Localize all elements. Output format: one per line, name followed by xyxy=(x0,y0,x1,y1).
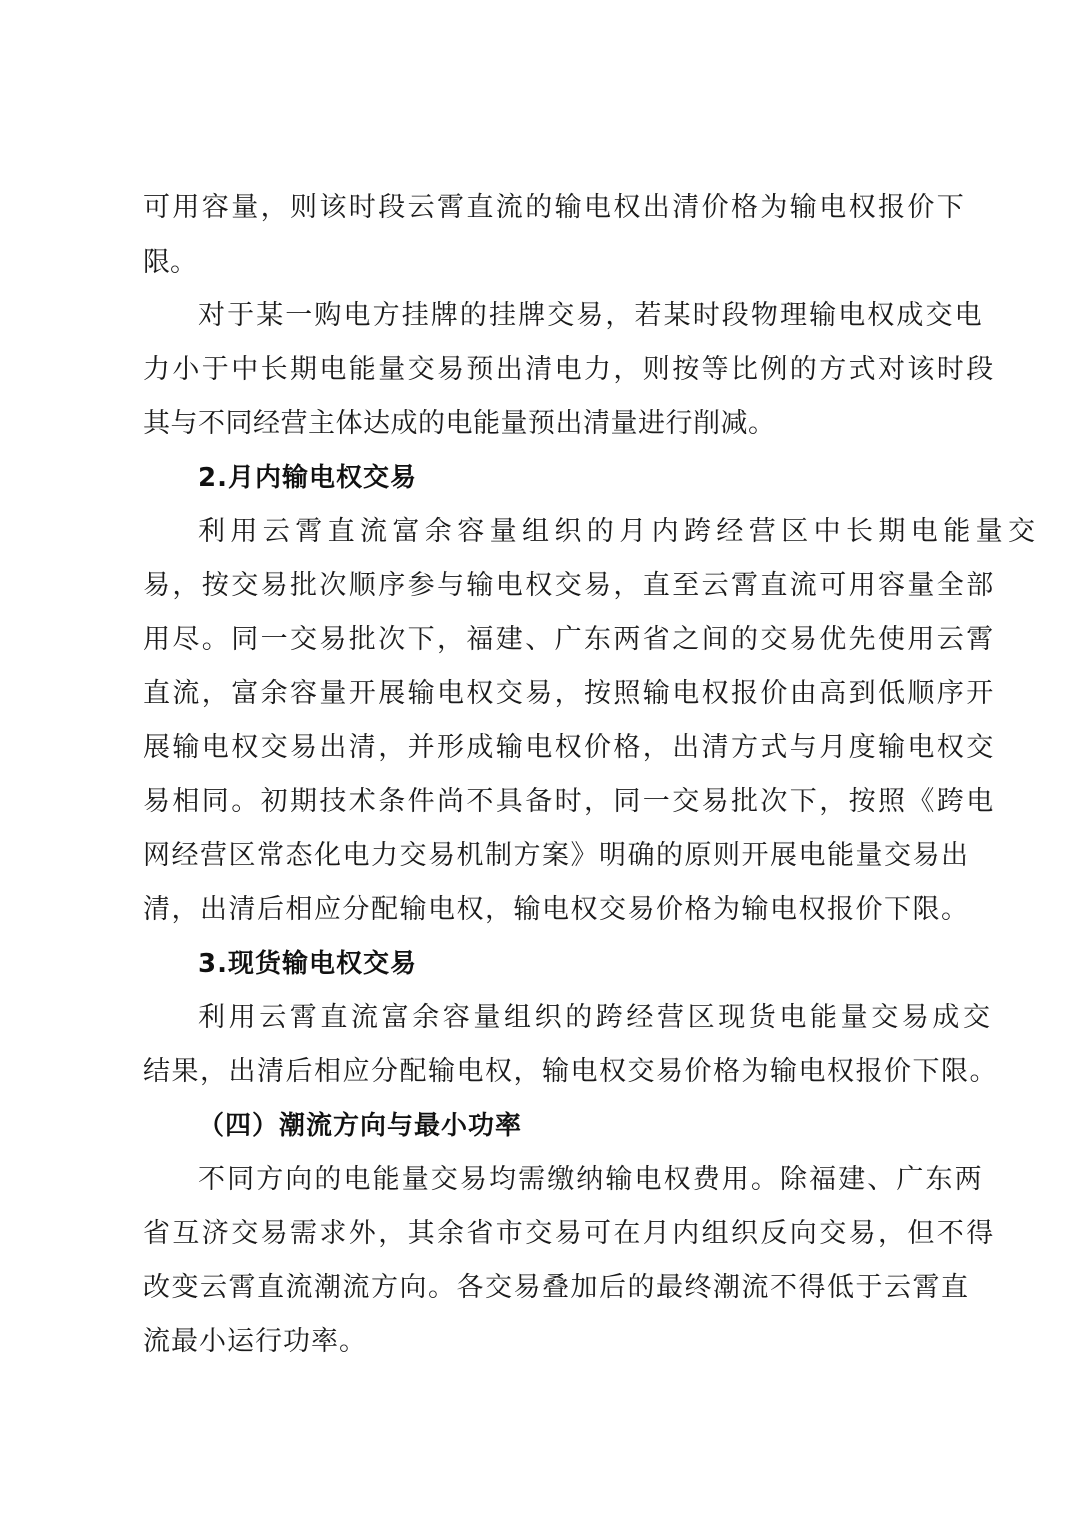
body-text-line: 力小于中长期电能量交易预出清电力，则按等比例的方式对该时段 xyxy=(143,354,996,385)
body-text-line: 可用容量，则该时段云霄直流的输电权出清价格为输电权报价下 xyxy=(143,192,967,223)
paragraph-first-line: 对于某一购电方挂牌的挂牌交易，若某时段物理输电权成交电 xyxy=(198,300,984,331)
body-text-line: 其与不同经营主体达成的电能量预出清量进行削减。 xyxy=(143,408,776,439)
section-heading: （四）潮流方向与最小功率 xyxy=(198,1111,523,1141)
body-text-line: 展输电权交易出清，并形成输电权价格，出清方式与月度输电权交 xyxy=(143,732,996,763)
paragraph-first-line: 利用云霄直流富余容量组织的月内跨经营区中长期电能量交 xyxy=(198,516,1041,547)
paragraph-first-line: 不同方向的电能量交易均需缴纳输电权费用。除福建、广东两 xyxy=(198,1164,984,1195)
body-text-line: 易相同。初期技术条件尚不具备时，同一交易批次下，按照《跨电 xyxy=(143,786,996,817)
body-text-line: 直流，富余容量开展输电权交易，按照输电权报价由高到低顺序开 xyxy=(143,678,996,709)
body-text-line: 限。 xyxy=(143,247,197,278)
body-text-line: 用尽。同一交易批次下，福建、广东两省之间的交易优先使用云霄 xyxy=(143,624,996,655)
body-text-line: 流最小运行功率。 xyxy=(143,1326,367,1357)
body-text-line: 网经营区常态化电力交易机制方案》明确的原则开展电能量交易出 xyxy=(143,840,970,871)
body-text-line: 省互济交易需求外，其余省市交易可在月内组织反向交易，但不得 xyxy=(143,1218,996,1249)
body-text-line: 清，出清后相应分配输电权，输电权交易价格为输电权报价下限。 xyxy=(143,894,970,925)
body-text-line: 易，按交易批次顺序参与输电权交易，直至云霄直流可用容量全部 xyxy=(143,570,996,601)
paragraph-first-line: 利用云霄直流富余容量组织的跨经营区现货电能量交易成交 xyxy=(198,1002,994,1033)
body-text-line: 改变云霄直流潮流方向。各交易叠加后的最终潮流不得低于云霄直 xyxy=(143,1272,970,1303)
section-heading: 3.现货输电权交易 xyxy=(198,949,417,979)
section-heading: 2.月内输电权交易 xyxy=(198,463,417,493)
body-text-line: 结果，出清后相应分配输电权，输电权交易价格为输电权报价下限。 xyxy=(143,1056,998,1087)
